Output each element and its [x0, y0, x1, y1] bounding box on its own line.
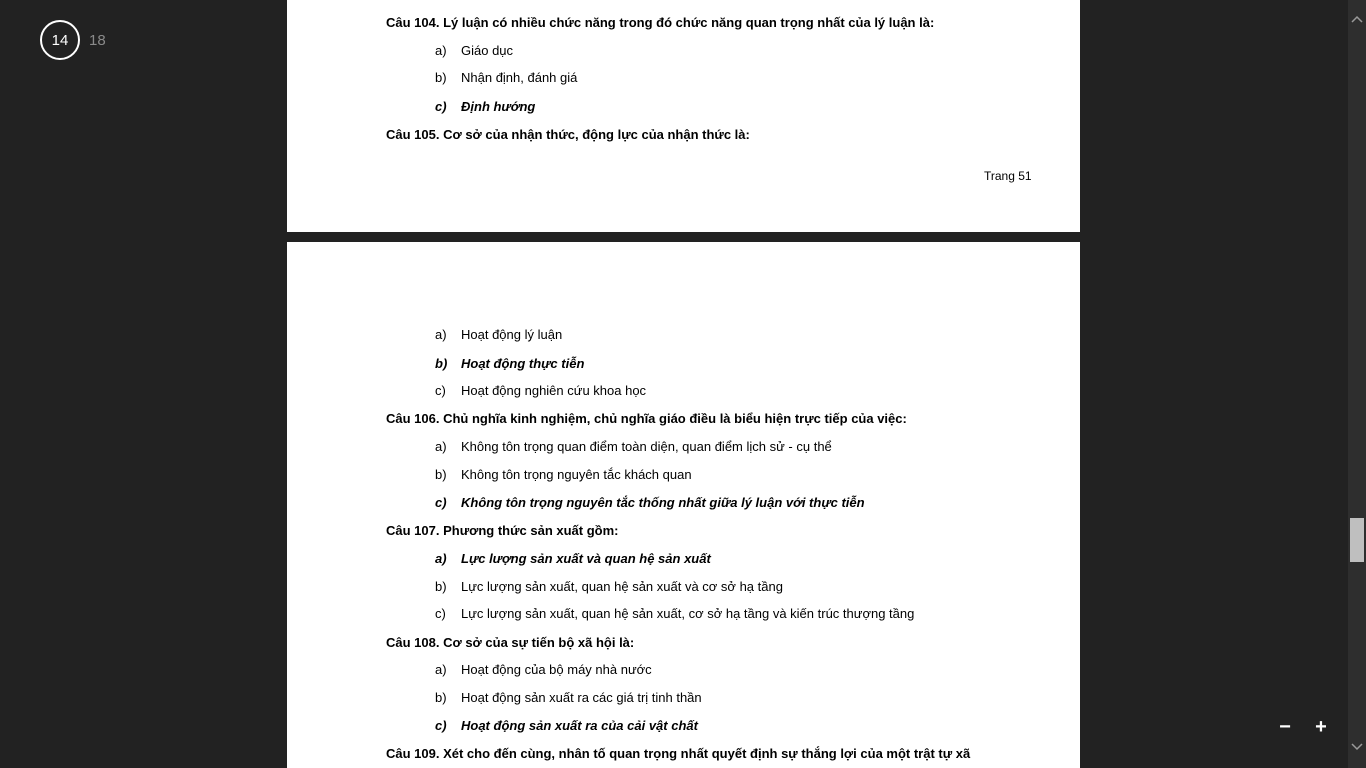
answer-option: [287, 606, 1080, 622]
question-106: Câu 106. Chủ nghĩa kinh nghiệm, chủ nghĩa giáo điều là biểu hiện trực tiếp của việc:: [386, 411, 907, 426]
question-109: Câu 109. Xét cho đến cùng, nhân tố quan trọng nhất quyết định sự thắng lợi của một trật tự xã: [386, 746, 971, 761]
answer-text: Nhận định, đánh giá: [461, 70, 578, 85]
answer-label: a): [435, 327, 447, 342]
chevron-up-icon[interactable]: [1348, 10, 1366, 28]
answer-text: Hoạt động thực tiễn: [461, 356, 585, 371]
question-105: Câu 105. Cơ sở của nhận thức, động lực của nhận thức là:: [386, 127, 750, 142]
answer-label: c): [435, 383, 446, 398]
answer-text: Không tôn trọng nguyên tắc thống nhất giữa lý luận với thực tiễn: [461, 495, 865, 510]
answer-option-correct: [287, 495, 1080, 511]
zoom-out-button[interactable]: −: [1279, 715, 1291, 738]
answer-label: c): [435, 606, 446, 621]
answer-label: b): [435, 70, 447, 85]
answer-text: Hoạt động lý luận: [461, 327, 563, 342]
answer-option: [287, 383, 1080, 399]
answer-option: [287, 690, 1080, 706]
answer-option-correct: [287, 99, 1080, 115]
answer-option: [287, 43, 1080, 59]
document-page-51: [287, 0, 1080, 232]
zoom-in-button[interactable]: +: [1315, 715, 1327, 738]
answer-option-correct: [287, 356, 1080, 372]
answer-label: c): [435, 99, 447, 114]
answer-option-correct: [287, 551, 1080, 567]
answer-text: Hoạt động sản xuất ra các giá trị tinh thần: [461, 690, 702, 705]
answer-text: Lực lượng sản xuất, quan hệ sản xuất, cơ sở hạ tầng và kiến trúc thượng tầng: [461, 606, 915, 621]
answer-label: a): [435, 439, 447, 454]
answer-text: Không tôn trọng quan điểm toàn diện, quan điểm lịch sử - cụ thể: [461, 439, 832, 454]
question-104: Câu 104. Lý luận có nhiều chức năng trong đó chức năng quan trọng nhất của lý luận là:: [386, 15, 935, 30]
answer-text: Định hướng: [461, 99, 536, 114]
answer-label: c): [435, 718, 447, 733]
document-page-52: [287, 242, 1080, 768]
current-page-badge[interactable]: 14: [40, 20, 80, 60]
answer-option-correct: [287, 718, 1080, 734]
answer-option: [287, 70, 1080, 86]
answer-text: Không tôn trọng nguyên tắc khách quan: [461, 467, 692, 482]
answer-text: Lực lượng sản xuất và quan hệ sản xuất: [461, 551, 711, 566]
vertical-scrollbar[interactable]: [1348, 0, 1366, 768]
answer-label: b): [435, 356, 448, 371]
answer-text: Hoạt động nghiên cứu khoa học: [461, 383, 647, 398]
answer-text: Hoạt động sản xuất ra của cải vật chất: [461, 718, 698, 733]
answer-label: b): [435, 579, 447, 594]
answer-text: Lực lượng sản xuất, quan hệ sản xuất và cơ sở hạ tầng: [461, 579, 783, 594]
zoom-controls: [1276, 716, 1330, 738]
answer-option: [287, 327, 1080, 343]
total-pages: 18: [89, 31, 106, 49]
answer-option: [287, 579, 1080, 595]
question-108: Câu 108. Cơ sở của sự tiến bộ xã hội là:: [386, 635, 635, 650]
page-footer: Trang 51: [984, 169, 1032, 183]
answer-label: a): [435, 662, 447, 677]
answer-label: a): [435, 43, 447, 58]
answer-option: [287, 467, 1080, 483]
answer-option: [287, 439, 1080, 455]
page-indicator: [40, 20, 106, 60]
answer-label: b): [435, 467, 447, 482]
chevron-down-icon[interactable]: [1348, 738, 1366, 756]
answer-label: c): [435, 495, 447, 510]
answer-label: b): [435, 690, 447, 705]
question-107: Câu 107. Phương thức sản xuất gồm:: [386, 523, 619, 538]
answer-label: a): [435, 551, 447, 566]
scrollbar-thumb[interactable]: [1350, 518, 1364, 562]
answer-text: Hoạt động của bộ máy nhà nước: [461, 662, 652, 677]
answer-option: [287, 662, 1080, 678]
answer-text: Giáo dục: [461, 43, 514, 58]
